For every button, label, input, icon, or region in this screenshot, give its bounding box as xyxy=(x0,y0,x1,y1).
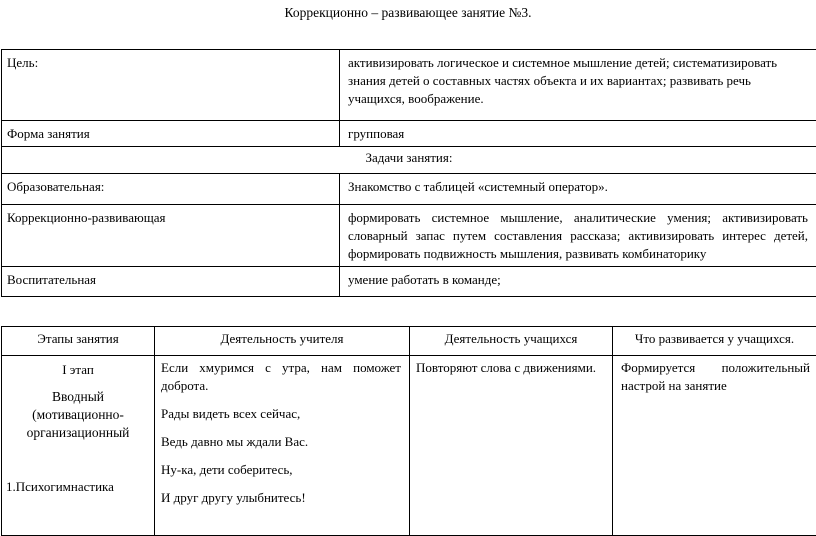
task-row xyxy=(2,174,816,205)
task-value: формировать системное мышление, аналитические умения; активизировать словарный запас путем составления рассказа; активизировать интерес детей, формировать подвижность мышления, развивать комбинаторику xyxy=(340,205,816,267)
task-row xyxy=(2,267,816,297)
task-label: Воспитательная xyxy=(2,267,340,297)
stage-row xyxy=(2,356,816,536)
task-value: умение работать в команде; xyxy=(340,267,816,297)
stage-number: I этап xyxy=(6,361,150,379)
task-row xyxy=(2,205,816,267)
tasks-heading: Задачи занятия: xyxy=(2,147,816,174)
lesson-info-table xyxy=(1,49,816,297)
teacher-line: Рады видеть всех сейчас, xyxy=(161,405,401,423)
teacher-line: Ну-ка, дети соберитесь, xyxy=(161,461,401,479)
form-row xyxy=(2,121,816,147)
stage-name: Вводный (мотивационно-организационный xyxy=(6,388,150,442)
column-header: Деятельность учащихся xyxy=(410,327,613,356)
teacher-activity-cell xyxy=(155,356,410,536)
teacher-line: Ведь давно мы ждали Вас. xyxy=(161,433,401,451)
lesson-stages-table xyxy=(1,326,816,536)
goal-row xyxy=(2,50,816,121)
stage-cell xyxy=(2,356,155,536)
form-value: групповая xyxy=(340,121,816,147)
document-title: Коррекционно – развивающее занятие №3. xyxy=(0,5,816,21)
teacher-line: Если хмуримся с утра, нам поможет доброта. xyxy=(161,359,401,395)
stages-header-row xyxy=(2,327,816,356)
tasks-heading-row xyxy=(2,147,816,174)
task-label: Образовательная: xyxy=(2,174,340,205)
column-header: Этапы занятия xyxy=(2,327,155,356)
form-label: Форма занятия xyxy=(2,121,340,147)
substage-name: 1.Психогимнастика xyxy=(6,478,150,496)
task-label: Коррекционно-развивающая xyxy=(2,205,340,267)
goal-value: активизировать логическое и системное мышление детей; систематизировать знания детей о составных частях объекта и их вариантах; развивать речь учащихся, воображение. xyxy=(340,50,816,121)
column-header: Что развивается у учащихся. xyxy=(613,327,816,356)
column-header: Деятельность учителя xyxy=(155,327,410,356)
teacher-line: И друг другу улыбнитесь! xyxy=(161,489,401,507)
develops-cell: Формируется положительный настрой на занятие xyxy=(613,356,816,536)
task-value: Знакомство с таблицей «системный оператор». xyxy=(340,174,816,205)
students-activity-cell: Повторяют слова с движениями. xyxy=(410,356,613,536)
goal-label: Цель: xyxy=(2,50,340,121)
